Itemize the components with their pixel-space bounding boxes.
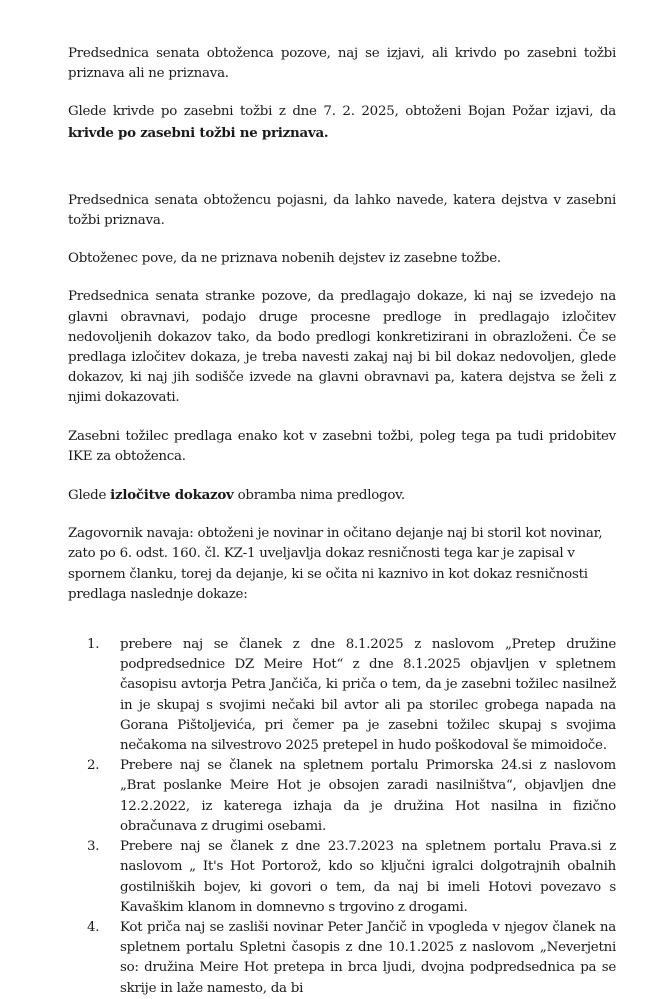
paragraph-evidence-request: Predsednica senata stranke pozove, da predlagajo dokaze, ki naj se izvedejo na glavni obravnavi, podajo druge procesne predloge in predlagajo izločitev nedovoljenih dokazov tako, da bodo predlogi konkretizirani in obrazloženi. Če se predlaga izločitev dokaza, je treba navesti zakaj naj bi bil dokaz nedovoljen, glede dokazov, ki naj jih sodišče izvede na glavni obravnavi pa, katera dejstva se želi z njimi dokazovati. [68,289,616,406]
evidence-item-text: Prebere naj se članek na spletnem portalu Primorska 24.si z naslovom „Brat poslanke Meire Hot je obsojen zaradi nasilništva“, objavljen dne 12.2.2022, iz katerega izhaja da je družina Hot nasilna in fizično obračunava z drugimi osebami. [120,758,616,834]
paragraph-facts-response: Obtoženec pove, da ne priznava nobenih dejstev iz zasebne tožbe. [68,251,501,267]
paragraph-plea-response [68,102,616,143]
paragraph-facts-explanation: Predsednica senata obtožencu pojasni, da lahko navede, katera dejstva v zasebni tožbi priznava. [68,192,616,229]
exclusion-text-after: obramba nima predlogov. [233,488,405,504]
evidence-list [68,635,616,999]
evidence-item-text: Kot priča naj se zasliši novinar Peter Jančič in vpogleda v njegov članek na spletnem portalu Spletni časopis z dne 10.1.2025 z naslovom „Neverjetni so: družina Meire Hot pretepa in brca ljudi, dvojna podpredsednica pa se skrije in laže namesto, da bi [120,919,616,996]
evidence-item-number: 1. [87,637,100,653]
evidence-item [68,837,616,918]
evidence-item [68,756,616,837]
plea-response-text: Glede krivde po zasebni tožbi z dne 7. 2. 2025, obtoženi Bojan Požar izjavi, da [68,104,616,120]
evidence-item-text: Prebere naj se članek z dne 23.7.2023 na spletnem portalu Prava.si z naslovom „ It's Hot Portorož, kdo so ključni igralci dolgotrajnih obalnih gostilniških bojev, ki govori o tem, da naj bi imeli Hotovi povezavo s Kavaškim klanom in domnevno s trgovino z drogami. [120,839,616,915]
evidence-item [68,918,616,999]
evidence-item-number: 4. [87,919,100,935]
exclusion-bold: izločitve dokazov [110,487,234,504]
paragraph-prosecutor-proposal: Zasebni tožilec predlaga enako kot v zasebni tožbi, poleg tega pa tudi pridobitev IKE za obtoženca. [68,428,616,464]
paragraph-exclusion [68,485,616,506]
paragraph-defense-statement: Zagovornik navaja: obtoženi je novinar in očitano dejanje naj bi storil kot novinar, zato po 6. odst. 160. čl. KZ-1 uveljavlja dokaz resničnosti tega kar je zapisal v spornem članku, torej da dejanje, ki se očita ni kaznivo in kot dokaz resničnosti predlaga naslednje dokaze: [68,526,603,602]
evidence-item [68,635,616,756]
evidence-item-number: 3. [87,839,100,855]
evidence-item-text: prebere naj se članek z dne 8.1.2025 z naslovom „Pretep družine podpredsednice DZ Meire Hot“ z dne 8.1.2025 objavljen v spletnem časopisu avtorja Petra Jančiča, ki priča o tem, da je zasebni tožilec nasilnež in je skupaj s svojimi nečaki bil avtor ali pa storilec grobega napada na Gorana Pištoljevića, pri čemer pa je zasebni tožilec skupaj s svojima nečakoma na silvestrovo 2025 pretepel in hudo poškodoval še mimoidoče. [120,637,616,754]
evidence-item-number: 2. [87,758,100,774]
document-page [68,44,616,999]
plea-response-bold: krivde po zasebni tožbi ne priznava. [68,124,329,141]
exclusion-text-before: Glede [68,488,111,504]
paragraph-plea-request: Predsednica senata obtoženca pozove, naj se izjavi, ali krivdo po zasebni tožbi priznava ali ne priznava. [68,46,616,82]
